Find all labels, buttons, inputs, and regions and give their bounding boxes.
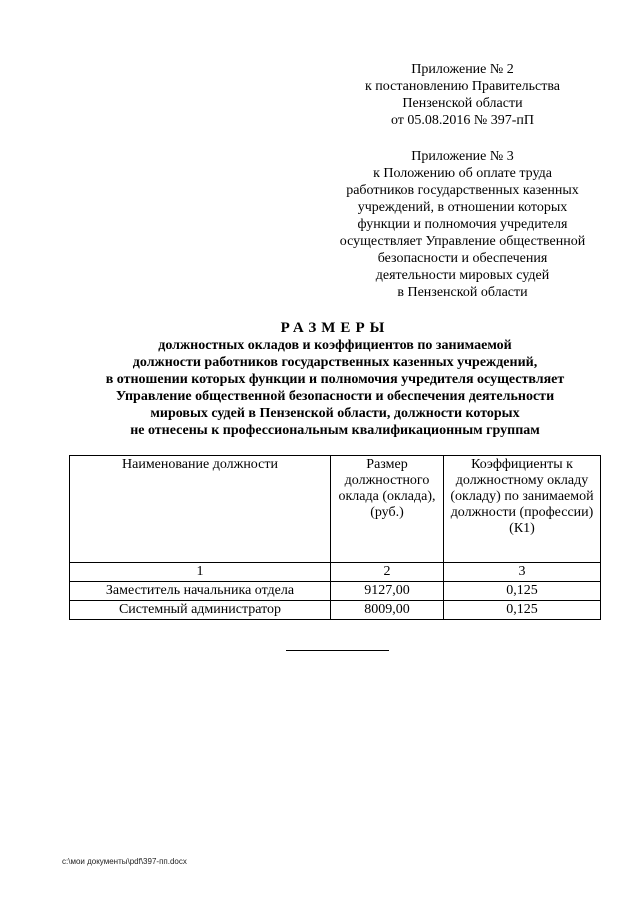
closing-divider — [286, 650, 389, 651]
appendix-3-line: учреждений, в отношении которых — [357, 200, 568, 215]
cell-position: Системный администратор — [70, 601, 331, 620]
cell-salary: 9127,00 — [331, 582, 444, 601]
header-salary: Размер должностного оклада (оклада), (руб.) — [331, 456, 444, 563]
header-position: Наименование должности — [70, 456, 331, 563]
document-heading — [40, 320, 630, 439]
file-path-footer: c:\мои документы\pdf\397-пп.docx — [62, 857, 187, 866]
appendix-3-line: функции и полномочия учредителя — [357, 217, 568, 232]
cell-salary: 8009,00 — [331, 601, 444, 620]
heading-line: не отнесены к профессиональным квалификационным группам — [130, 423, 540, 438]
appendix-3-line: безопасности и обеспечения — [377, 251, 548, 266]
heading-title: РАЗМЕРЫ — [280, 320, 390, 336]
heading-line: мировых судей в Пензенской области, должности которых — [150, 406, 520, 421]
heading-line: должностных окладов и коэффициентов по занимаемой — [158, 338, 512, 353]
appendix-3-line: в Пензенской области — [397, 285, 528, 300]
table-column-numbers-row — [70, 563, 601, 582]
appendix-3-line: Приложение № 3 — [411, 149, 514, 164]
cell-coefficient: 0,125 — [444, 582, 601, 601]
table-row — [70, 601, 601, 620]
header-coefficient: Коэффициенты к должностному окладу (окладу) по занимаемой должности (профессии) (К1) — [444, 456, 601, 563]
appendix-3-block — [310, 148, 615, 301]
heading-line: должности работников государственных казенных учреждений, — [132, 355, 538, 370]
column-number: 1 — [70, 563, 331, 582]
appendix-2-line: к постановлению Правительства — [364, 79, 561, 94]
appendix-2-line: Приложение № 2 — [411, 62, 514, 77]
column-number: 2 — [331, 563, 444, 582]
appendix-2-block — [310, 61, 615, 129]
table-header-row — [70, 456, 601, 563]
heading-line: Управление общественной безопасности и обеспечения деятельности — [115, 389, 555, 404]
salary-table — [69, 455, 601, 620]
appendix-3-line: осуществляет Управление общественной — [339, 234, 586, 249]
column-number: 3 — [444, 563, 601, 582]
appendix-2-line: Пензенской области — [402, 96, 523, 111]
appendix-3-line: к Положению об оплате труда — [373, 166, 552, 181]
appendix-3-line: деятельности мировых судей — [375, 268, 550, 283]
table-row — [70, 582, 601, 601]
cell-coefficient: 0,125 — [444, 601, 601, 620]
appendix-3-line: работников государственных казенных — [346, 183, 579, 198]
appendix-2-line: от 05.08.2016 № 397-пП — [390, 113, 535, 128]
heading-line: в отношении которых функции и полномочия учредителя осуществляет — [105, 372, 565, 387]
cell-position: Заместитель начальника отдела — [70, 582, 331, 601]
